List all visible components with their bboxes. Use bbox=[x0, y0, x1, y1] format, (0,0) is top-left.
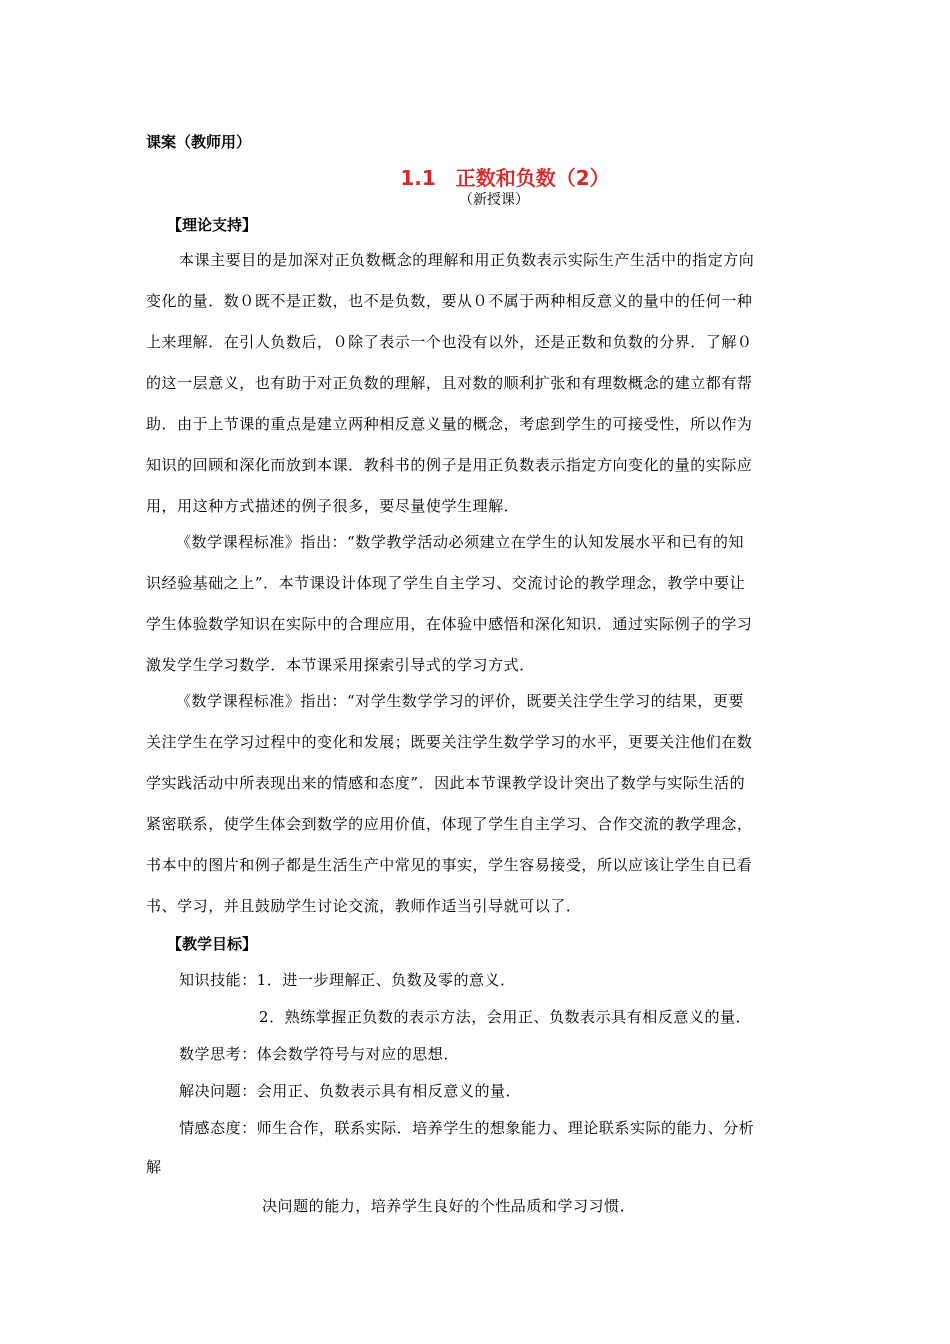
text-line: 的这一层意义，也有助于对正负数的理解，且对数的顺利扩张和有理数概念的建立都有帮 bbox=[146, 374, 753, 392]
section-heading-theory: 【理论支持】 bbox=[167, 216, 258, 234]
lesson-subtitle: （新授课） bbox=[459, 192, 529, 208]
text-line: 变化的量．数０既不是正数，也不是负数，要从０不属于两种相反意义的量中的任何一种 bbox=[146, 292, 753, 310]
text-line: 紧密联系，使学生体会到数学的应用价值，体现了学生自主学习、合作交流的教学理念， bbox=[146, 815, 753, 833]
objective-attitude-cont: 决问题的能力，培养学生良好的个性品质和学习习惯． bbox=[262, 1197, 636, 1215]
doc-label: 课案（教师用） bbox=[146, 133, 252, 151]
text-line: 《数学课程标准》指出：“数学教学活动必须建立在学生的认知发展水平和已有的知 bbox=[176, 533, 745, 551]
objective-thinking: 数学思考：体会数学符号与对应的思想． bbox=[179, 1045, 459, 1063]
text-line: 《数学课程标准》指出：“对学生数学学习的评价，既要关注学生学习的结果，更要 bbox=[176, 692, 745, 710]
lesson-title: 1.1 正数和负数（2） bbox=[400, 166, 610, 190]
text-line: 助．由于上节课的重点是建立两种相反意义量的概念，考虑到学生的可接受性，所以作为 bbox=[146, 415, 753, 433]
text-line: 书本中的图片和例子都是生活生产中常见的事实，学生容易接受，所以应该让学生自已看 bbox=[146, 856, 753, 874]
objective-attitude: 情感态度：师生合作，联系实际．培养学生的想象能力、理论联系实际的能力、分析 bbox=[179, 1119, 755, 1137]
text-line: 学生体验数学知识在实际中的合理应用，在体验中感悟和深化知识．通过实际例子的学习 bbox=[146, 615, 753, 633]
text-line: 识经验基础之上”．本节课设计体现了学生自主学习、交流讨论的教学理念，教学中要让 bbox=[146, 574, 746, 592]
objective-knowledge: 知识技能：1．进一步理解正、负数及零的意义． bbox=[179, 971, 516, 989]
text-line: 用，用这种方式描述的例子很多，要尽量使学生理解． bbox=[146, 497, 520, 515]
text-line: 关注学生在学习过程中的变化和发展；既要关注学生数学学习的水平，更要关注他们在数 bbox=[146, 733, 753, 751]
objective-problem: 解决问题：会用正、负数表示具有相反意义的量． bbox=[179, 1082, 522, 1100]
section-heading-objectives: 【教学目标】 bbox=[167, 935, 258, 953]
text-line: 激发学生学习数学．本节课采用探索引导式的学习方式． bbox=[146, 656, 535, 674]
objective-attitude-wrap: 解 bbox=[146, 1158, 162, 1176]
objective-knowledge-2: 2．熟练掌握正负数的表示方法，会用正、负数表示具有相反意义的量． bbox=[259, 1008, 752, 1026]
text-line: 学实践活动中所表现出来的情感和态度”．因此本节课教学设计突出了数学与实际生活的 bbox=[146, 774, 746, 792]
text-line: 知识的回顾和深化而放到本课．教科书的例子是用正负数表示指定方向变化的量的实际应 bbox=[146, 456, 753, 474]
text-line: 书、学习，并且鼓励学生讨论交流，教师作适当引导就可以了． bbox=[146, 897, 582, 915]
text-line: 上来理解．在引人负数后，０除了表示一个也没有以外，还是正数和负数的分界．了解０ bbox=[146, 333, 753, 351]
text-line: 本课主要目的是加深对正负数概念的理解和用正负数表示实际生产生活中的指定方向 bbox=[179, 251, 755, 269]
